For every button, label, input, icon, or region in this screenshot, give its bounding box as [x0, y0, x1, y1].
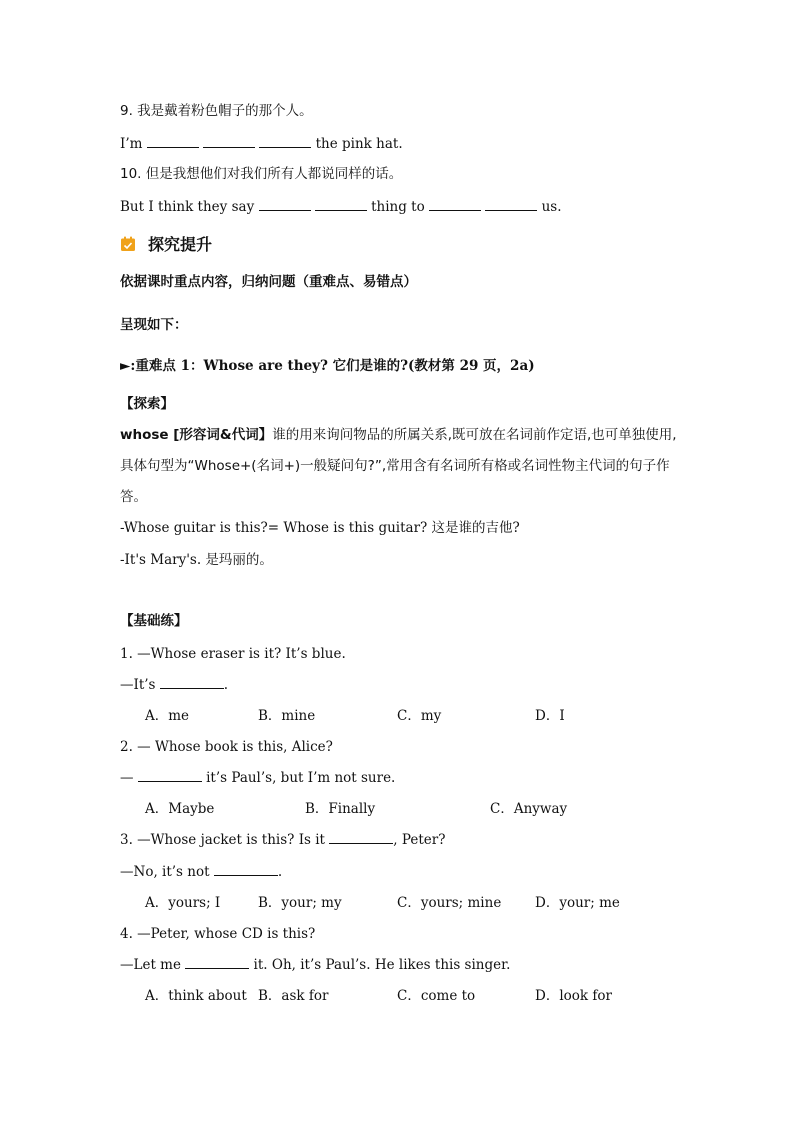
mc-q4-blank[interactable]: [185, 956, 249, 969]
q10-blank-2[interactable]: [315, 198, 367, 211]
mc-q3-blank-1[interactable]: [329, 831, 393, 844]
mc-q1-option-c[interactable]: C．my: [397, 708, 442, 724]
mc-q1-answer-pre: —It’s: [120, 677, 156, 693]
mc-q4-option-b[interactable]: B．ask for: [258, 988, 329, 1004]
mc-q3-question-post: , Peter?: [393, 832, 446, 848]
mc-q1-answer-post: .: [223, 677, 229, 693]
q10-chinese: 10. 但是我想他们对我们所有人都说同样的话。: [120, 166, 403, 182]
q9-blank-2[interactable]: [203, 135, 255, 148]
mc-q2-blank[interactable]: [138, 769, 202, 782]
q10-blank-3[interactable]: [429, 198, 481, 211]
mc-q3-answer-line: [120, 863, 282, 881]
q9-en-start: I’m: [120, 136, 143, 152]
q9-en-end: the pink hat.: [315, 136, 403, 152]
calendar-icon: [120, 236, 136, 252]
explore-paragraph: [120, 420, 680, 513]
mc-q4-option-c[interactable]: C．come to: [397, 988, 476, 1004]
mc-q2-question: 2. — Whose book is this, Alice?: [120, 739, 333, 755]
q10-en-mid: thing to: [371, 199, 425, 215]
mc-q1-option-d[interactable]: D．I: [535, 708, 565, 724]
explore-term: whose [形容词&代词】: [120, 427, 273, 443]
mc-q1-option-b[interactable]: B．mine: [258, 708, 316, 724]
mc-q3-question-pre: 3. —Whose jacket is this? Is it: [120, 832, 325, 848]
example-1: -Whose guitar is this?= Whose is this guitar? 这是谁的吉他?: [120, 520, 520, 536]
key-point-heading: ►:重难点 1：Whose are they? 它们是谁的?(教材第 29 页，2a): [120, 358, 535, 374]
mc-q2-answer-post: it’s Paul’s, but I’m not sure.: [201, 770, 396, 786]
mc-q4-question: 4. —Peter, whose CD is this?: [120, 926, 316, 942]
q10-blank-4[interactable]: [485, 198, 537, 211]
example-2: -It's Mary's. 是玛丽的。: [120, 552, 273, 568]
mc-q2-option-a[interactable]: A．Maybe: [145, 801, 215, 817]
q9-blank-3[interactable]: [259, 135, 311, 148]
mc-q2-option-c[interactable]: C．Anyway: [490, 801, 568, 817]
mc-q1-option-a[interactable]: A．me: [145, 708, 190, 724]
q9-blank-1[interactable]: [147, 135, 199, 148]
basic-practice-heading: 【基础练】: [120, 613, 188, 629]
explore-heading: 【探索】: [120, 396, 174, 412]
mc-q4-answer-post: it. Oh, it’s Paul’s. He likes this singer.: [249, 957, 511, 973]
mc-q3-question: [120, 831, 445, 849]
mc-q4-option-a[interactable]: A．think about: [145, 988, 247, 1004]
mc-q2-answer-line: [120, 769, 395, 787]
section-header: [120, 232, 212, 255]
mc-q3-answer-post: .: [277, 864, 283, 880]
mc-q4-option-d[interactable]: D．look for: [535, 988, 612, 1004]
mc-q4-answer-pre: —Let me: [120, 957, 181, 973]
intro-line-2: 呈现如下：: [120, 317, 188, 333]
intro-line-1: 依据课时重点内容，归纳问题（重难点、易错点）: [120, 274, 417, 290]
mc-q3-option-d[interactable]: D．your; me: [535, 895, 620, 911]
mc-q3-option-a[interactable]: A．yours; I: [145, 895, 221, 911]
q10-english: [120, 198, 562, 216]
mc-q3-option-b[interactable]: B．your; my: [258, 895, 342, 911]
q9-chinese: 9. 我是戴着粉色帽子的那个人。: [120, 103, 313, 119]
q10-en-start: But I think they say: [120, 199, 255, 215]
q10-en-end: us.: [541, 199, 562, 215]
mc-q1-answer-line: [120, 676, 228, 694]
mc-q1-blank[interactable]: [160, 676, 224, 689]
section-title: 探究提升: [148, 235, 213, 254]
q9-english: [120, 135, 403, 153]
explore-body: 谁的用来询问物品的所属关系,既可放在名词前作定语,也可单独使用,具体句型为“Whose+(名词+)一般疑问句?”,常用含有名词所有格或名词性物主代词的句子作答。: [120, 427, 677, 505]
mc-q2-answer-pre: —: [120, 770, 134, 786]
mc-q3-blank-2[interactable]: [214, 863, 278, 876]
mc-q3-option-c[interactable]: C．yours; mine: [397, 895, 502, 911]
mc-q2-option-b[interactable]: B．Finally: [305, 801, 376, 817]
q10-blank-1[interactable]: [259, 198, 311, 211]
mc-q1-question: 1. —Whose eraser is it? It’s blue.: [120, 646, 346, 662]
mc-q3-answer-pre: —No, it’s not: [120, 864, 210, 880]
mc-q4-answer-line: [120, 956, 510, 974]
